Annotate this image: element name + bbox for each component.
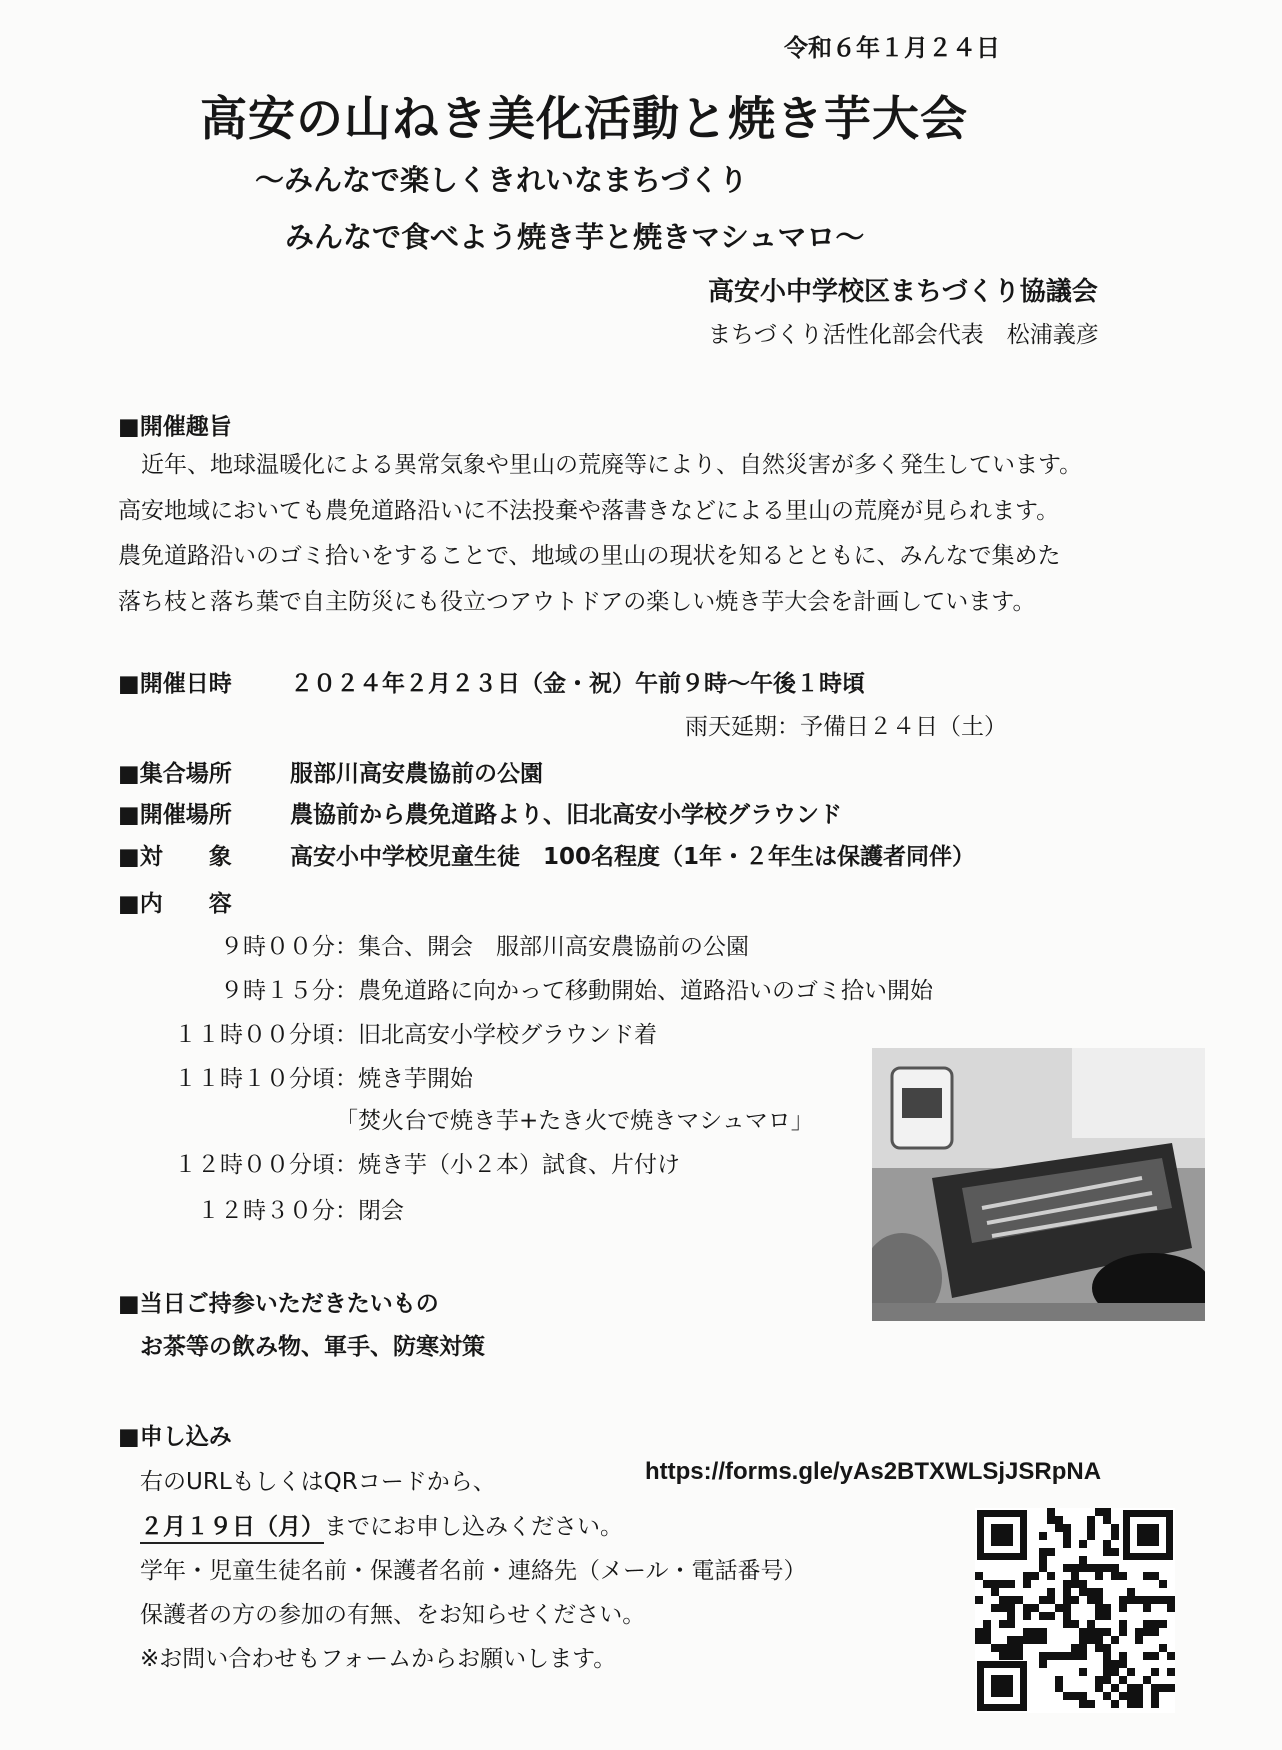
representative-name: まちづくり活性化部会代表 松浦義彦	[708, 322, 1099, 348]
meeting-value: 服部川高安農協前の公園	[290, 761, 543, 787]
schedule-time: ９時１５分	[220, 978, 335, 1004]
application-url-link[interactable]: https://forms.gle/yAs2BTXWLSjJSRpNA	[645, 1458, 1102, 1485]
schedule-desc: ：農免道路に向かって移動開始、道路沿いのゴミ拾い開始	[335, 978, 933, 1004]
venue-value: 農協前から農免道路より、旧北高安小学校グラウンド	[290, 802, 842, 828]
schedule-note: 「焚火台で焼き芋+たき火で焼きマシュマロ」	[335, 1108, 814, 1134]
bring-items: お茶等の飲み物、軍手、防寒対策	[140, 1334, 485, 1360]
schedule-desc: ：焼き芋（小２本）試食、片付け	[335, 1152, 680, 1178]
qr-code[interactable]	[975, 1508, 1175, 1713]
application-heading: ■申し込み	[118, 1424, 232, 1450]
target-row	[118, 838, 975, 871]
target-label: ■対 象	[118, 844, 232, 870]
meeting-label: ■集合場所	[118, 761, 232, 787]
schedule-item	[150, 1060, 473, 1093]
venue-label: ■開催場所	[118, 802, 232, 828]
schedule-item	[150, 1146, 680, 1179]
subtitle-line-1: ～みんなで楽しくきれいなまちづくり	[255, 163, 748, 197]
datetime-label: ■開催日時	[118, 671, 232, 697]
content-heading: ■内 容	[118, 891, 232, 917]
purpose-line: 高安地域においても農免道路沿いに不法投棄や落書きなどによる里山の荒廃が見られます。	[118, 497, 1060, 524]
document-date: 令和６年１月２４日	[784, 34, 1000, 62]
schedule-desc: ：集合、開会 服部川高安農協前の公園	[335, 934, 749, 960]
deadline-text: までにお申し込みください。	[324, 1514, 623, 1540]
guardian-note: 保護者の方の参加の有無、をお知らせください。	[140, 1602, 646, 1628]
organizer-name: 高安小中学校区まちづくり協議会	[708, 277, 1098, 307]
bonfire-photo	[872, 1048, 1205, 1321]
document-title: 高安の山ねき美化活動と焼き芋大会	[200, 92, 968, 147]
schedule-time: １２時００分頃	[174, 1152, 335, 1178]
schedule-desc: ：旧北高安小学校グラウンド着	[335, 1022, 657, 1048]
purpose-line: 近年、地球温暖化による異常気象や里山の荒廃等により、自然災害が多く発生しています。	[118, 452, 1083, 478]
qr-code-graphic	[975, 1508, 1175, 1713]
required-info: 学年・児童生徒名前・保護者名前・連絡先（メール・電話番号）	[140, 1558, 807, 1584]
venue-row	[118, 796, 842, 829]
schedule-time: １２時３０分	[197, 1198, 335, 1224]
subtitle-line-2: みんなで食べよう焼き芋と焼きマシュマロ～	[285, 220, 865, 254]
application-instruction: 右のURLもしくはQRコードから、	[140, 1469, 496, 1495]
purpose-line: 農免道路沿いのゴミ拾いをすることで、地域の里山の現状を知るとともに、みんなで集めた	[118, 543, 1061, 569]
bring-heading: ■当日ご持参いただきたいもの	[118, 1291, 439, 1317]
inquiry-note: ※お問い合わせもフォームからお願いします。	[140, 1646, 617, 1672]
bonfire-photo-graphic	[872, 1048, 1205, 1321]
purpose-paragraph	[118, 443, 1198, 625]
deadline-line	[140, 1508, 623, 1541]
target-value: 高安小中学校児童生徒 100名程度（1年・２年生は保護者同伴）	[290, 844, 976, 870]
schedule-item	[150, 972, 933, 1005]
purpose-line: 落ち枝と落ち葉で自主防災にも役立つアウトドアの楽しい焼き芋大会を計画しています。	[118, 588, 1036, 615]
schedule-item	[150, 1192, 404, 1225]
datetime-value: ２０２４年２月２３日（金・祝）午前９時～午後１時頃	[290, 671, 865, 697]
schedule-time: １１時００分頃	[174, 1022, 335, 1048]
meeting-row	[118, 755, 543, 788]
schedule-desc: ：焼き芋開始	[335, 1066, 473, 1092]
schedule-item	[150, 1016, 657, 1049]
schedule-time: ９時００分	[220, 934, 335, 960]
purpose-heading: ■開催趣旨	[118, 414, 232, 440]
schedule-item	[150, 928, 749, 961]
deadline-date: ２月１９日（月）	[140, 1514, 324, 1544]
schedule-time: １１時１０分頃	[174, 1066, 335, 1092]
datetime-row	[118, 665, 865, 698]
schedule-desc: ：閉会	[335, 1198, 404, 1224]
rain-note: 雨天延期：予備日２４日（土）	[685, 714, 1007, 740]
